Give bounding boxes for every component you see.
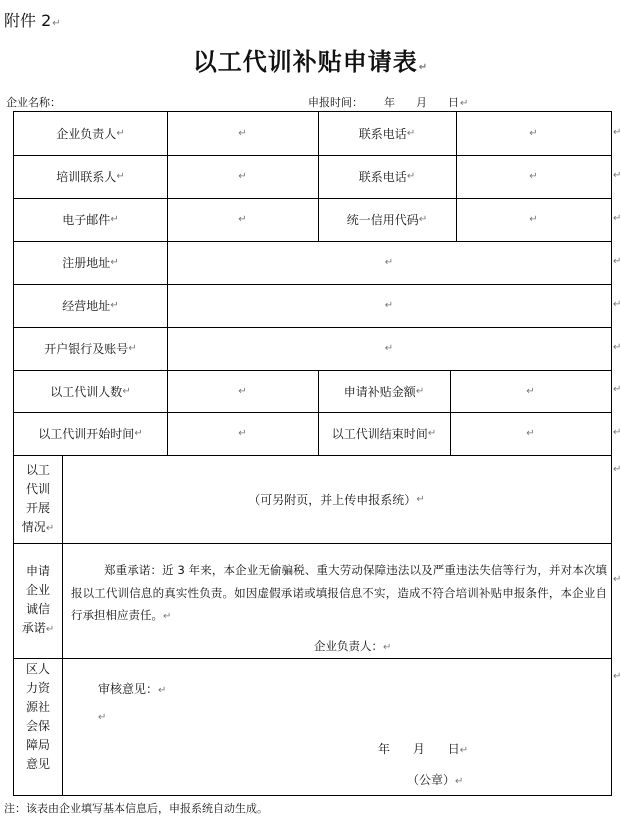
row-end-mark-icon: ↵ <box>613 671 621 682</box>
credit-code-label: 统一信用代码 ↵ <box>346 213 428 227</box>
owner-label: 企业负责人 ↵ <box>56 127 125 141</box>
return-mark-icon: ↵ <box>98 712 107 723</box>
return-mark-icon: ↵ <box>459 98 469 109</box>
phone-label-2: 联系电话 ↵ <box>358 170 416 184</box>
email-label: 电子邮件 ↵ <box>62 213 119 227</box>
end-time-label: 以工代训结束时间 ↵ <box>331 427 437 441</box>
row-end-mark-icon: ↵ <box>613 170 621 181</box>
email-field[interactable]: ↵ <box>238 214 247 225</box>
row-end-mark-icon: ↵ <box>613 299 621 310</box>
trainer-contact-label: 培训联系人 ↵ <box>56 170 125 184</box>
phone-field-2[interactable]: ↵ <box>529 171 538 182</box>
attachment-label: 附件 2↵ <box>4 11 61 30</box>
row-end-mark-icon: ↵ <box>613 384 621 395</box>
review-section-label: 区人 力资 源社 会保 障局 意见 <box>25 662 50 771</box>
row-end-mark-icon: ↵ <box>613 213 621 224</box>
return-mark-icon: ↵ <box>418 62 429 73</box>
biz-address-label: 经营地址 ↵ <box>62 299 119 313</box>
row-end-mark-icon: ↵ <box>613 342 621 353</box>
row-end-mark-icon: ↵ <box>613 127 621 138</box>
review-date: 年 月 日↵ <box>378 742 469 756</box>
start-time-label: 以工代训开始时间 ↵ <box>38 427 143 441</box>
official-seal-label: （公章）↵ <box>407 773 464 787</box>
reg-address-label: 注册地址 ↵ <box>62 256 119 270</box>
application-form-table <box>13 111 612 796</box>
phone-label-1: 联系电话 ↵ <box>358 127 416 141</box>
end-time-field[interactable]: ↵ <box>526 428 535 439</box>
bank-label: 开户银行及账号 ↵ <box>44 342 137 356</box>
subsidy-amount-field[interactable]: ↵ <box>526 385 535 397</box>
training-content[interactable]: （可另附页，并上传申报系统） ↵ <box>248 492 425 507</box>
row-end-mark-icon: ↵ <box>613 574 621 585</box>
pledge-section-label: 申请 企业 诚信 承诺↵ <box>21 564 55 635</box>
biz-address-field[interactable]: ↵ <box>384 300 394 311</box>
trainee-count-field[interactable]: ↵ <box>238 385 247 397</box>
apply-date-label: 申报时间： 年 月 日↵ <box>308 96 469 109</box>
pledge-signature: 企业负责人：↵ <box>314 639 392 653</box>
owner-field[interactable]: ↵ <box>238 128 247 139</box>
row-end-mark-icon: ↵ <box>613 427 621 438</box>
trainee-count-label: 以工代训人数 ↵ <box>50 384 131 399</box>
credit-code-field[interactable]: ↵ <box>529 214 538 225</box>
reg-address-field[interactable]: ↵ <box>384 257 394 268</box>
footnote: 注：该表由企业填写基本信息后，申报系统自动生成。 <box>4 802 268 815</box>
pledge-text: 郑重承诺：近 3 年来，本企业无偷骗税、重大劳动保障违法以及严重违法失信等行为，并对本次填报以工代训信息的真实性负责。如因虚假承诺或填报信息不实，造成不符合培训补贴申报条件，本企业自行承担相应责任。↵ <box>71 563 607 622</box>
row-end-mark-icon: ↵ <box>613 464 621 475</box>
bank-field[interactable]: ↵ <box>384 343 394 354</box>
training-section-label: 以工 代训 开展 情况↵ <box>21 463 55 534</box>
row-end-mark-icon: ↵ <box>613 256 621 267</box>
return-mark-icon: ↵ <box>52 18 61 29</box>
subsidy-amount-label: 申请补贴金额 ↵ <box>343 384 425 399</box>
review-opinion-label: 审核意见：↵ <box>98 682 167 696</box>
phone-field-1[interactable]: ↵ <box>529 128 538 139</box>
page-title: 以工代训补贴申请表↵ <box>192 48 429 76</box>
trainer-contact-field[interactable]: ↵ <box>238 171 247 182</box>
company-name-label: 企业名称： <box>6 96 61 109</box>
start-time-field[interactable]: ↵ <box>238 428 247 439</box>
